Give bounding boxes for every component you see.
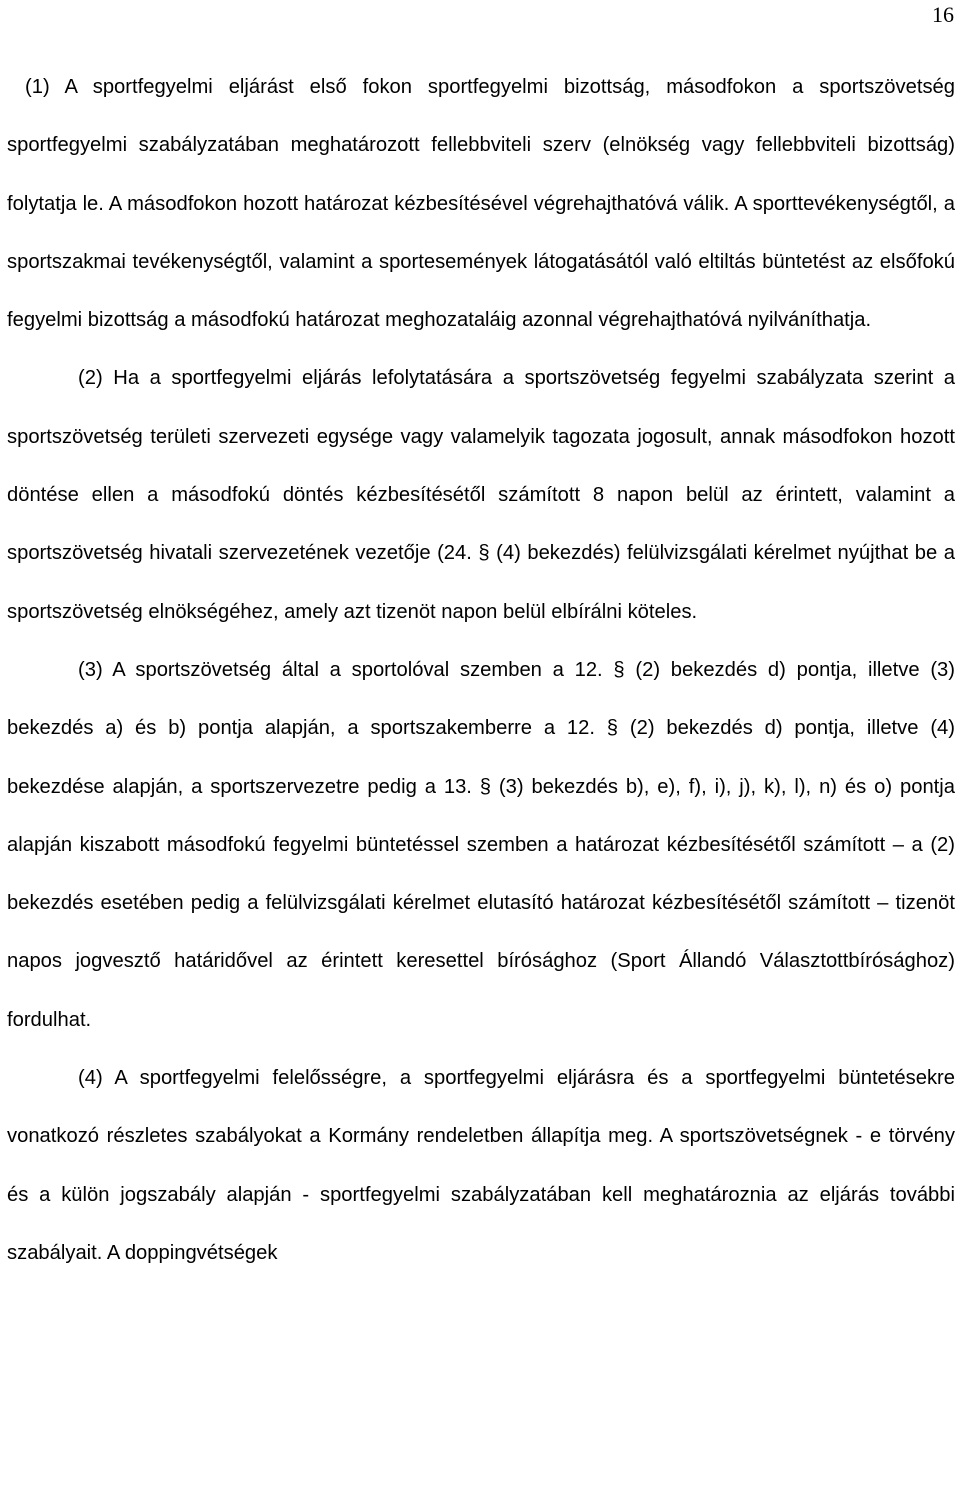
paragraph-3: (3) A sportszövetség által a sportolóval szemben a 12. § (2) bekezdés d) pontja, illetve (3) bekezdés a) és b) pontja alapján, a sportszakemberre a 12. § (2) bekezdés d) pontja, illetve (4) bekezdése alapján, a sportszervezetre pedig a 13. § (3) bekezdés b), e), f), i), j), k), l), n) és o) pontja alapján kiszabott másodfokú fegyelmi büntetéssel szemben a határozat kézbesítésétől számított – a (2) bekezdés esetében pedig a felülvizsgálati kérelmet elutasító határozat kézbesítésétől számított – tizenöt napos jogvesztő határidővel az érintett keresettel bírósághoz (Sport Állandó Választottbírósághoz) fordulhat. [7,658,955,1031]
paragraph-2: (2) Ha a sportfegyelmi eljárás lefolytatására a sportszövetség fegyelmi szabályzata szerint a sportszövetség területi szervezeti egysége vagy valamelyik tagozata jogosult, annak másodfokon hozott döntése ellen a másodfokú döntés kézbesítésétől számított 8 napon belül az érintett, valamint a sportszövetség hivatali szervezetének vezetője (24. § (4) bekezdés) felülvizsgálati kérelmet nyújthat be a sportszövetség elnökségéhez, amely azt tizenöt napon belül elbírálni köteles. [7,367,955,623]
document-body [7,58,955,1282]
paragraph-1: (1) A sportfegyelmi eljárást első fokon sportfegyelmi bizottság, másodfokon a sportszövetség sportfegyelmi szabályzatában meghatározott fellebbviteli szerv (elnökség vagy fellebbviteli bizottság) folytatja le. A másodfokon hozott határozat kézbesítésével végrehajthatóvá válik. A sporttevékenységtől, a sportszakmai tevékenységtől, valamint a sportesemények látogatásától való eltiltás büntetést az elsőfokú fegyelmi bizottság a másodfokú határozat meghozataláig azonnal végrehajthatóvá nyilváníthatja. [7,76,955,332]
page-number: 16 [932,2,954,27]
paragraph-4: (4) A sportfegyelmi felelősségre, a sportfegyelmi eljárásra és a sportfegyelmi büntetésekre vonatkozó részletes szabályokat a Kormány rendeletben állapítja meg. A sportszövetségnek - e törvény és a külön jogszabály alapján - sportfegyelmi szabályzatában kell meghatároznia az eljárás további szabályait. A doppingvétségek [7,1067,955,1264]
